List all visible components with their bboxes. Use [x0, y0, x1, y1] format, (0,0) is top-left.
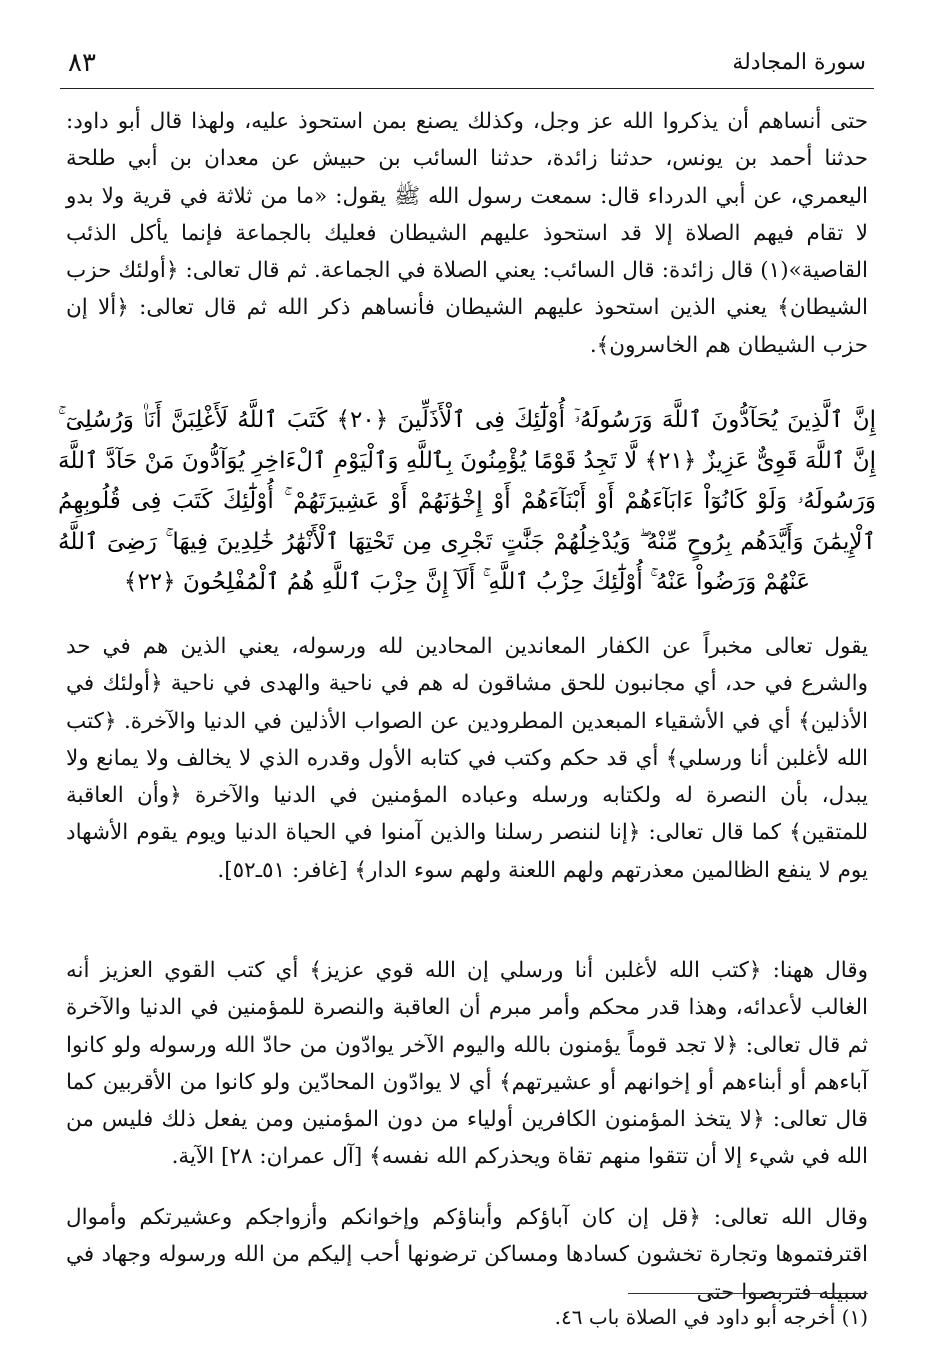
page-number: ٨٣: [68, 48, 96, 78]
page-header: [60, 40, 874, 89]
tafsir-paragraph-1: حتى أنساهم أن يذكروا الله عز وجل، وكذلك يصنع بمن استحوذ عليه، ولهذا قال أبو داود: حدثنا أحمد بن يونس، حدثنا زائدة، حدثنا السائب بن حبيش عن معدان بن أبي طلحة اليعمري، عن أبي الدرداء قال: سمعت رسول الله ﷺ يقول: «ما من ثلاثة في قرية ولا بدو لا تقام فيهم الصلاة إلا قد استحوذ عليهم الشيطان فعليك بالجماعة فإنما يأكل الذئب القاصية»(١) قال زائدة: قال السائب: يعني الصلاة في الجماعة. ثم قال تعالى: ﴿أولئك حزب الشيطان﴾ يعني الذين استحوذ عليهم الشيطان فأنساهم ذكر الله ثم قال تعالى: ﴿ألا إن حزب الشيطان هم الخاسرون﴾.: [66, 109, 868, 358]
footnote: (١) أخرجه أبو داود في الصلاة باب ٤٦.: [554, 1305, 868, 1329]
footnote-divider: [628, 1293, 868, 1294]
surah-title: سورة المجادلة: [732, 50, 866, 75]
tafsir-paragraph-4: وقال الله تعالى: ﴿قل إن كان آباؤكم وأبناؤكم وإخوانكم وأزواجكم وعشيرتكم وأموال اقترفتموها وتجارة تخشون كسادها ومساكن ترضونها أحب إليكم من الله ورسوله وجهاد في سبيله فتربصوا حتى: [66, 1205, 868, 1305]
quran-verses-block: إِنَّ ٱلَّذِينَ يُحَآدُّونَ ٱللَّهَ وَرَسُولَهُۥٓ أُوْلَٰٓئِكَ فِى ٱلْأَذَلِّينَ ﴿٢٠﴾ كَتَبَ ٱللَّهُ لَأَغْلِبَنَّ أَنَا۠ وَرُسُلِىٓ ۚ إِنَّ ٱللَّهَ قَوِىٌّ عَزِيزٌ ﴿٢١﴾ لَّا تَجِدُ قَوْمًا يُؤْمِنُونَ بِٱللَّهِ وَٱلْيَوْمِ ٱلْءَاخِرِ يُوَآدُّونَ مَنْ حَآدَّ ٱللَّهَ وَرَسُولَهُۥ وَلَوْ كَانُوٓاْ ءَابَآءَهُمْ أَوْ أَبْنَآءَهُمْ أَوْ إِخْوَٰنَهُمْ أَوْ عَشِيرَتَهُمْ ۚ أُوْلَٰٓئِكَ كَتَبَ فِى قُلُوبِهِمُ ٱلْإِيمَٰنَ وَأَيَّدَهُم بِرُوحٍ مِّنْهُ ۖ وَيُدْخِلُهُمْ جَنَّٰتٍ تَجْرِى مِن تَحْتِهَا ٱلْأَنْهَٰرُ خَٰلِدِينَ فِيهَا ۚ رَضِىَ ٱللَّهُ عَنْهُمْ وَرَضُواْ عَنْهُ ۚ أُوْلَٰٓئِكَ حِزْبُ ٱللَّهِ ۚ أَلَآ إِنَّ حِزْبَ ٱللَّهِ هُمُ ٱلْمُفْلِحُونَ ﴿٢٢﴾: [58, 407, 876, 595]
tafsir-paragraph-2: يقول تعالى مخبراً عن الكفار المعاندين المحادين لله ورسوله، يعني الذين هم في حد والشرع في حد، أي مجانبون للحق مشاقون له هم في ناحية والهدى في ناحية ﴿أولئك في الأذلين﴾ أي في الأشقياء المبعدين المطرودين عن الصواب الأذلين في الدنيا والآخرة. ﴿كتب الله لأغلبن أنا ورسلي﴾ أي قد حكم وكتب في كتابه الأول وقدره الذي لا يخالف ولا يمانع ولا يبدل، بأن النصرة له ولكتابه ورسله وعباده المؤمنين في الدنيا والآخرة ﴿وأن العاقبة للمتقين﴾ كما قال تعالى: ﴿إنا لننصر رسلنا والذين آمنوا في الحياة الدنيا ويوم يقوم الأشهاد يوم لا ينفع الظالمين معذرتهم ولهم اللعنة ولهم سوء الدار﴾ [غافر: ٥١ـ٥٢].: [66, 634, 868, 883]
tafsir-paragraph-3: وقال ههنا: ﴿كتب الله لأغلبن أنا ورسلي إن الله قوي عزيز﴾ أي كتب القوي العزيز أنه الغالب لأعدائه، وهذا قدر محكم وأمر مبرم أن العاقبة والنصرة للمؤمنين في الدنيا والآخرة ثم قال تعالى: ﴿لا تجد قوماً يؤمنون بالله واليوم الآخر يوادّون من حادّ الله ورسوله ولو كانوا آباءهم أو أبناءهم أو إخوانهم أو عشيرتهم﴾ أي لا يوادّون المحادّين ولو كانوا من الأقربين كما قال تعالى: ﴿لا يتخذ المؤمنون الكافرين أولياء من دون المؤمنين ومن يفعل ذلك فليس من الله في شيء إلا أن تتقوا منهم تقاة ويحذركم الله نفسه﴾ [آل عمران: ٢٨] الآية.: [66, 958, 868, 1170]
